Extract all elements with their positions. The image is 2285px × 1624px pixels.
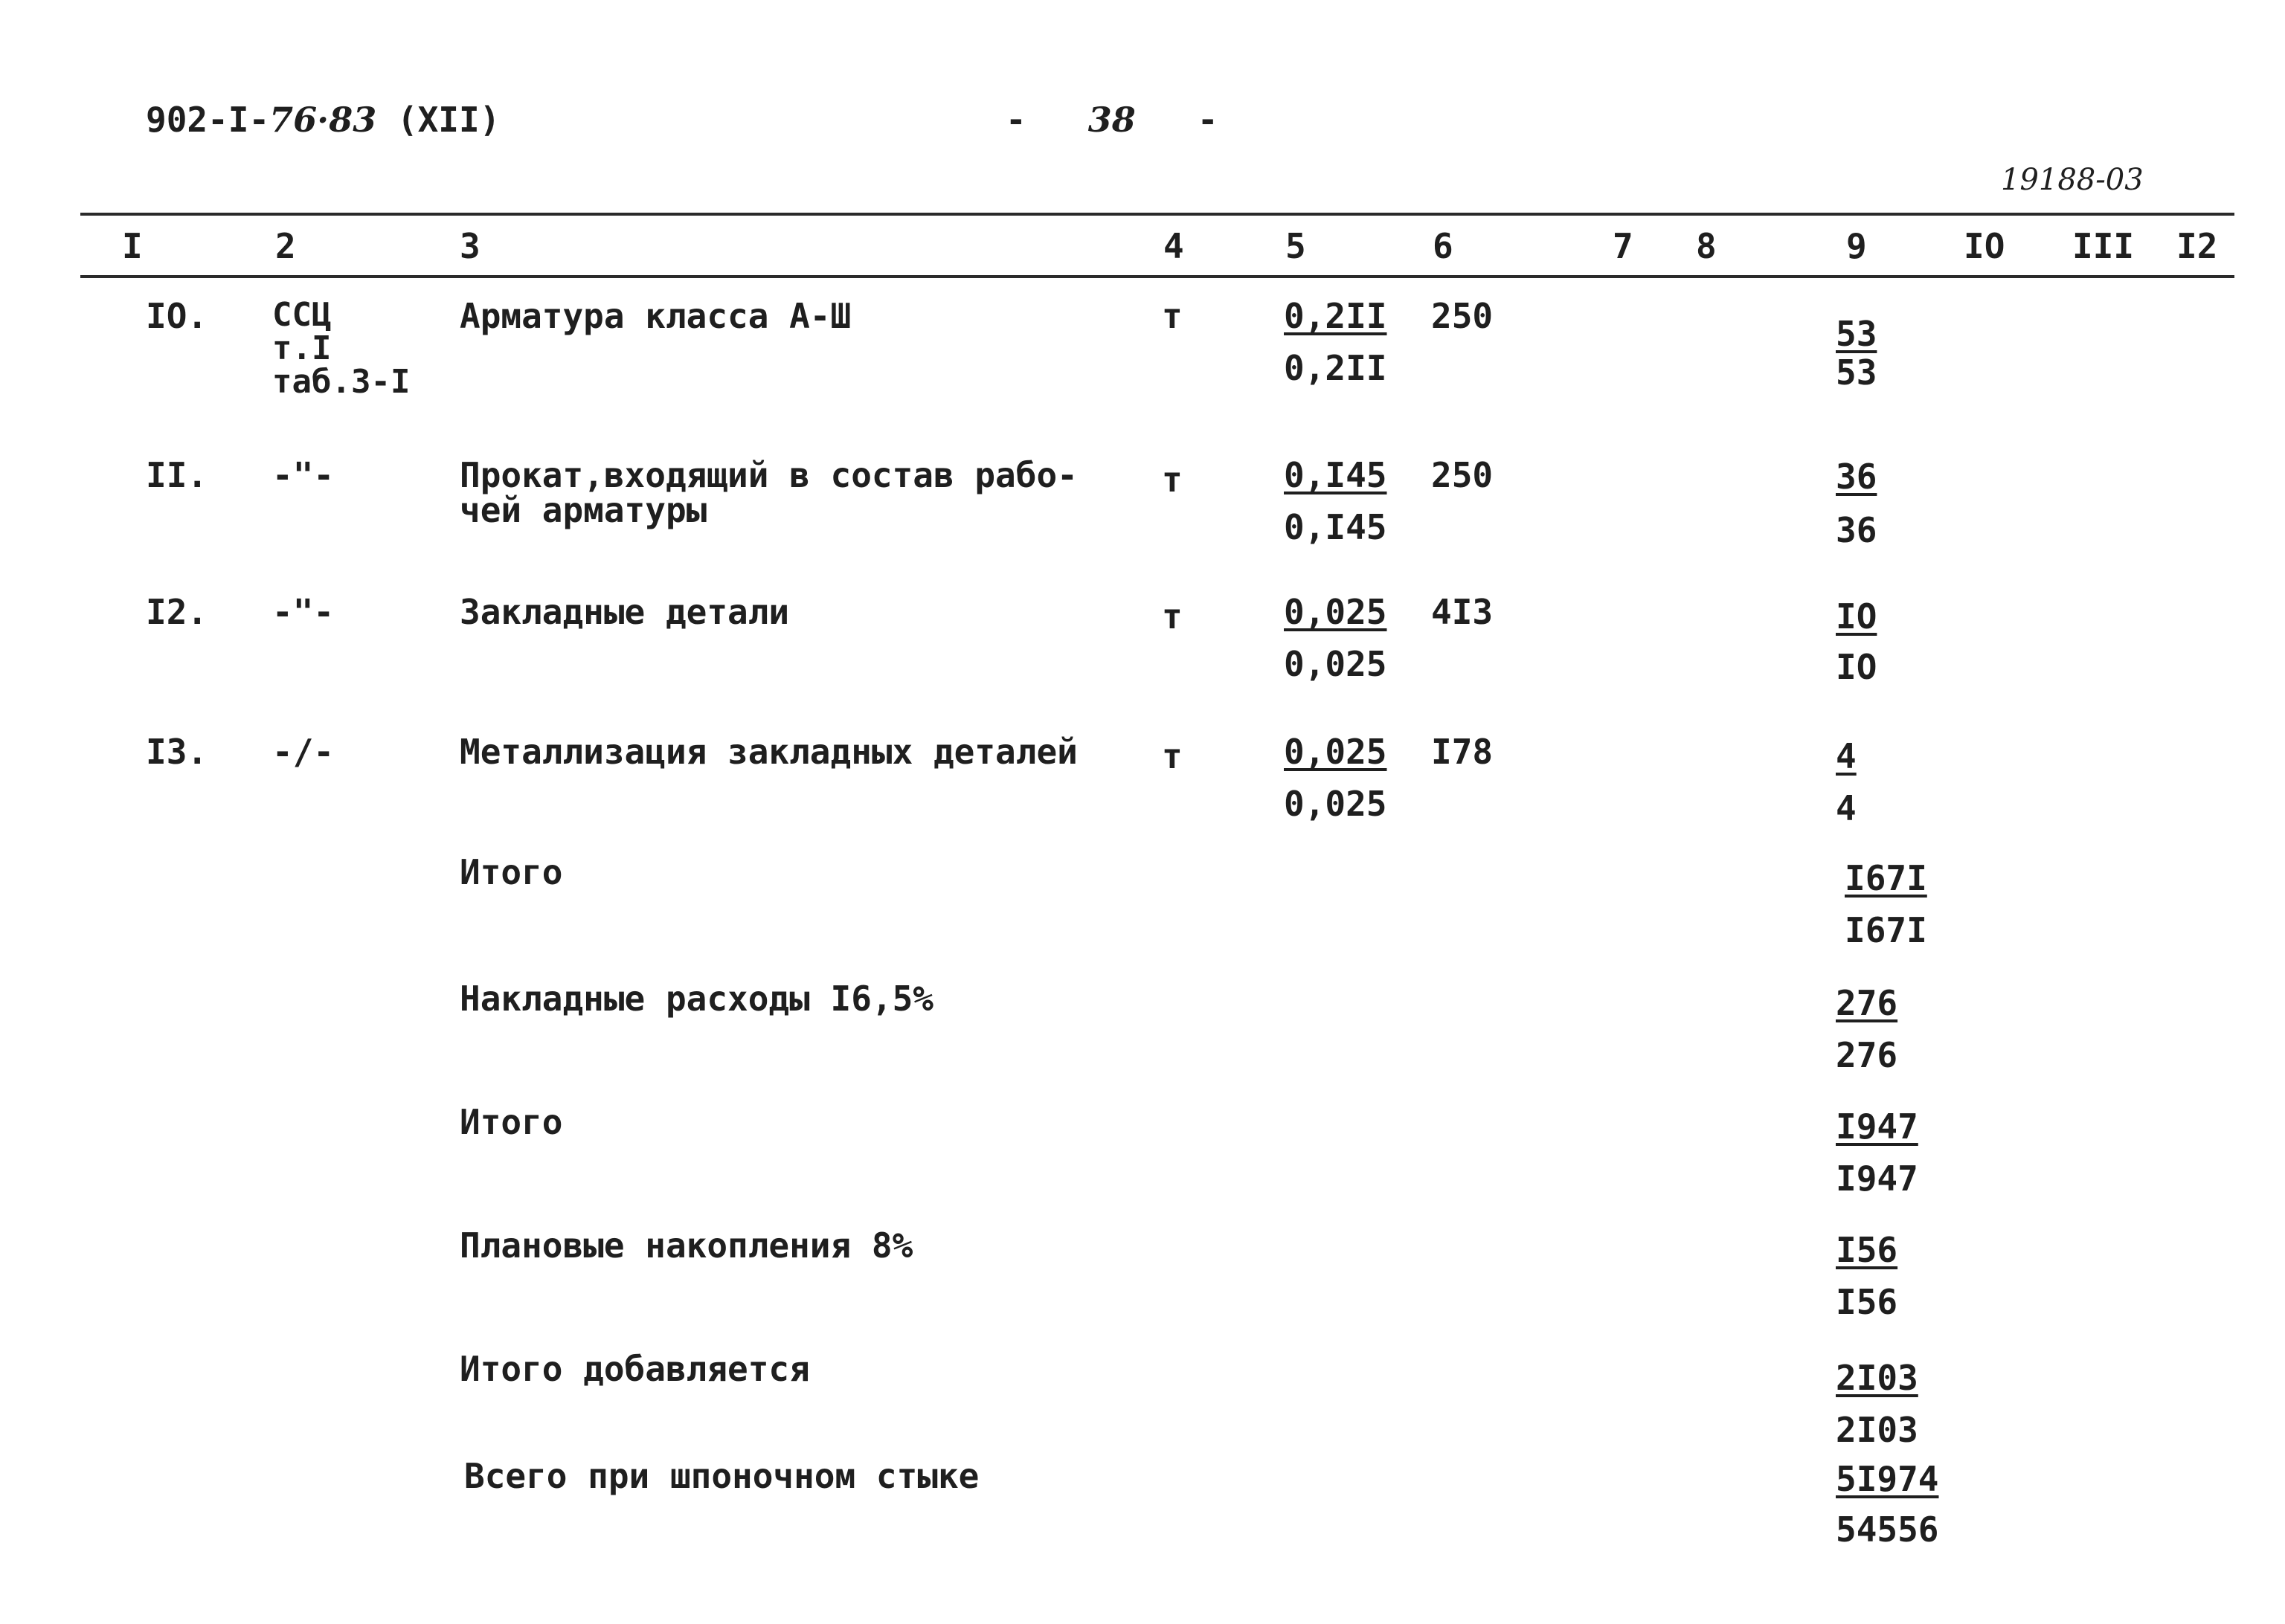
row-price: 4I3 <box>1431 592 1494 632</box>
row-name: Металлизация закладных деталей <box>460 732 1078 772</box>
page-dash-left: - <box>1006 100 1026 140</box>
row-unit: т <box>1162 596 1183 637</box>
doc-code-base: 902-I- <box>146 100 270 140</box>
total-bottom: I67I <box>1845 910 1927 950</box>
col-header-12: I2 <box>2176 226 2218 266</box>
row-reference: -"- <box>272 455 335 495</box>
row-qty-bottom: 0,I45 <box>1284 507 1387 547</box>
row-number: I3. <box>146 732 208 772</box>
total-bottom: I947 <box>1836 1159 1918 1199</box>
row-price: I78 <box>1431 732 1494 772</box>
total-label: Накладные расходы I6,5% <box>460 979 933 1019</box>
total-label: Всего при шпоночном стыке <box>464 1456 980 1496</box>
row-price: 250 <box>1431 455 1494 495</box>
row-unit: т <box>1162 296 1183 336</box>
total-label: Итого <box>460 1102 563 1142</box>
col-header-7: 7 <box>1613 226 1633 266</box>
row-number: II. <box>146 455 208 495</box>
page-dash-right: - <box>1197 100 1218 140</box>
row-sum-bottom: 36 <box>1836 510 1877 550</box>
total-bottom: I56 <box>1836 1282 1898 1322</box>
total-top: I67I <box>1845 858 1927 898</box>
row-price: 250 <box>1431 296 1494 336</box>
row-sum-top: IO <box>1836 596 1877 637</box>
doc-code <box>146 100 501 140</box>
total-bottom: 276 <box>1836 1035 1898 1075</box>
row-sum-top: 4 <box>1836 736 1857 776</box>
total-top: 5I974 <box>1836 1459 1939 1499</box>
row-number: I2. <box>146 592 208 632</box>
total-top: 276 <box>1836 983 1898 1023</box>
row-qty-top: 0,2II <box>1284 296 1387 336</box>
total-bottom: 2I03 <box>1836 1410 1918 1450</box>
total-top: I947 <box>1836 1106 1918 1147</box>
col-header-2: 2 <box>275 226 296 266</box>
page-number: 38 <box>1087 100 1136 140</box>
row-sum-bottom: 4 <box>1836 788 1857 828</box>
row-qty-top: 0,025 <box>1284 732 1387 772</box>
col-header-8: 8 <box>1696 226 1717 266</box>
page-number-block <box>1006 100 1218 140</box>
table-header-rule <box>80 275 2234 278</box>
total-label: Итого добавляется <box>460 1349 810 1389</box>
col-header-10: IO <box>1964 226 2005 266</box>
row-sum-top: 36 <box>1836 457 1877 497</box>
row-qty-top: 0,025 <box>1284 592 1387 632</box>
row-qty-bottom: 0,025 <box>1284 644 1387 684</box>
total-top: 2I03 <box>1836 1358 1918 1398</box>
col-header-6: 6 <box>1433 226 1453 266</box>
table-top-rule <box>80 213 2234 216</box>
total-label: Плановые накопления 8% <box>460 1225 913 1266</box>
row-name: Арматура класса А-Ш <box>460 296 852 336</box>
row-qty-top: 0,I45 <box>1284 455 1387 495</box>
row-number: IO. <box>146 296 208 336</box>
col-header-9: 9 <box>1846 226 1867 266</box>
row-sum-bottom: 53 <box>1836 352 1877 393</box>
row-unit: т <box>1162 736 1183 776</box>
col-header-3: 3 <box>460 226 481 266</box>
archive-number: 19188-03 <box>2001 163 2144 197</box>
total-label: Итого <box>460 852 563 892</box>
row-sum-top: 53 <box>1836 314 1877 354</box>
col-header-4: 4 <box>1163 226 1184 266</box>
row-qty-bottom: 0,025 <box>1284 784 1387 824</box>
row-reference: ССЦ т.I таб.3-I <box>272 296 411 401</box>
row-qty-bottom: 0,2II <box>1284 348 1387 388</box>
row-name: Закладные детали <box>460 592 790 632</box>
row-name: Прокат,входящий в состав рабо- чей арматуры <box>460 455 1078 530</box>
doc-code-part: (XII) <box>396 100 501 140</box>
col-header-11: III <box>2072 226 2135 266</box>
total-top: I56 <box>1836 1230 1898 1270</box>
total-bottom: 54556 <box>1836 1509 1939 1550</box>
doc-code-handwritten: 76·83 <box>269 100 377 140</box>
col-header-5: 5 <box>1285 226 1306 266</box>
row-reference: -/- <box>272 732 335 772</box>
row-unit: т <box>1162 460 1183 500</box>
col-header-1: I <box>122 226 143 266</box>
row-sum-bottom: IO <box>1836 647 1877 687</box>
row-reference: -"- <box>272 592 335 632</box>
